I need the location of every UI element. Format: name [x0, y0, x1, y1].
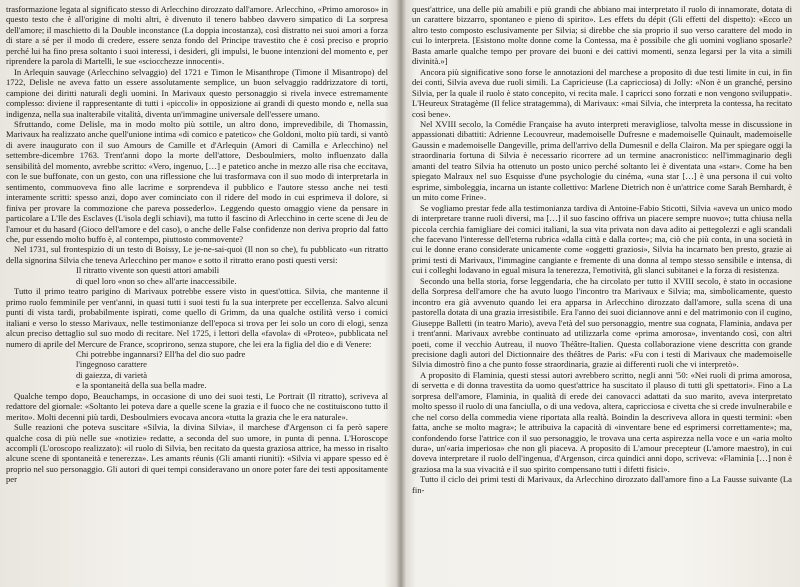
verse-line: di gaiezza, di varietà — [76, 369, 148, 380]
verse-line: e la spontaneità della sua bella madre. — [76, 380, 207, 391]
paragraph: Tutto il ciclo dei primi testi di Marivaux, da Arlecchino dirozzato dall'amore fino a La Fausse suivante (La fin- — [412, 474, 792, 495]
left-verse-1 — [76, 265, 388, 286]
paragraph: Sfruttando, come Delisle, ma in modo molto più sottile, un altro dono, imprevedibile, di Thomassin, Marivaux ha realizzato anche quell'unione intima «di comico e patetico» che Goldoni, molto più tardi, si vantò di avere inaugurato con il suo Amours de Camille et d'Arlequin (Amori di Camilla e Arlecchino) nel settembre-dicembre 1763. Trent'anni dopo la morte dell'attore, Desboulmiers, molto influenzato dalla sensibilità del momento, avrebbe scritto: «Vero, ingenuo, […] e patetico anche in mezzo alle risa che eccitava, con le sue buffonate, con un gesto, con una riflessione che lui trasformava con il suo modo di interpretarla in sentimento, commuoveva fino alle lacrime e sorprendeva il pubblico e l'autore stesso anche nei testi interamente scritti: spesso anzi, dopo aver cominciato con il ridere del modo in cui esprimeva il dolore, si finiva per provare la commozione che pareva possederlo». Leggendo questo omaggio viene da pensare in particolare a L'Ile des Esclaves (L'isola degli schiavi), ma tutto il fascino di Arlecchino in certe scene di Jeu de l'amour et du hasard (Gioco dell'amore e del caso), o anche delle False confidenze non deriva proprio dal fatto che, pur essendo molto buffo è, al contempo, piuttosto commovente? — [6, 118, 388, 244]
paragraph: Sulle reazioni che poteva suscitare «Silvia, la divina Silvia», il marchese d'Argenson ci fa però sapere qualche cosa di più nelle sue «notizie» redatte, a seconda del suo umore, in punta di penna. L'Horoscope accompli (L'oroscopo realizzato): «il ruolo di Silvia, ben recitato da questa graziosa attrice, ha messo in risalto alcune scene di spontaneità e tenerezza». Les amants réunis (Gli amanti riuniti): «Silvia vi appare spesso ed è proprio nel suo personaggio. Gli autori di quei tempi consideravano un onore poter fare dei testi appositamente per — [6, 422, 388, 485]
paragraph: Nel 1731, sul frontespizio di un testo di Boissy, Le je-ne-sai-quoi (Il non so che), fu pubblicato «un ritratto della signorina Silvia che teneva Arlecchino per mano» e sotto il ritratto erano posti questi versi: — [6, 244, 388, 265]
paragraph: Ancora più significative sono forse le annotazioni del marchese a proposito di due testi limite in cui, in fin dei conti, Silvia aveva due ruoli simili. La Capricieuse (La capricciosa) di Jolly: «Non è un granché, persino Silvia, per la quale il ruolo è stato concepito, vi recita male. I capricci sono forzati e non vengono sviluppati». L'Heureux Stratagème (Il felice stratagemma), di Marivaux: «mai Silvia, che interpreta la contessa, ha recitato così bene». — [412, 66, 792, 119]
paragraph: Qualche tempo dopo, Beauchamps, in occasione di uno dei suoi testi, Le Portrait (Il ritratto), scriveva al redattore del giornale: «Soltanto lei poteva dare a quelle scene la grazia e il fuoco che ne costituiscono tutto il merito». Molti decenni più tardi, Desboulmiers evocava ancora «tutta la grazia che le era naturale». — [6, 390, 388, 422]
paragraph: quest'attrice, una delle più amabili e più grandi che abbiano mai interpretato il ruolo di innamorate, dotata di un carattere bizzarro, spontaneo e pieno di spirito». Les effets du dépit (Gli effetti del dispetto): «Ecco un altro testo composto esclusivamente per Silvia; si direbbe che sia proprio il suo verso carattere del modo in cui lo interpreta. [Esistono molte donne come la Contessa, ma è possibile che gli uomini vogliano sposarle? Basta amarle qualche tempo per provare dei buoni e dei cattivi momenti, senza legarsi per la vita a simili divinità.»] — [412, 4, 792, 67]
verse-line: l'ingegnoso carattere — [76, 359, 147, 370]
verse-line: Il ritratto vivente son questi attori amabili — [76, 265, 220, 276]
right-page — [412, 4, 792, 584]
paragraph: A proposito di Flaminia, questi stessi autori avrebbero scritto, negli anni '50: «Nei ruoli di prima amorosa, di servetta e di donna travestita da uomo quest'attrice ha suscitato il plauso di tutti gli spettatori». Fino a La sorpresa dell'amore, Flaminia, in qualità di erede dei canovacci adattati da suo marito, aveva interpretato molto spesso il ruolo di una fanciulla, o di una vedova, altera, capricciosa e civetta che si crede invulnerabile e che nel corso della commedia viene riportata alla realtà. Boindin la descriveva allora in questi termini: «ben fatta, anche se molto magra»; le attribuiva la capacità di «inventare bene ed esprimersi correttamente»; ma, confondendo forse l'attrice con il suo personaggio, le trovava una certa aspirezza nella voce e un «aria molto dura», un'«aria imperiosa» che non gli piaceva. A proposito di L'amour precepteur (L'amore maestro), in cui doveva interpretare il ruolo dell'ingenua, d'Argenson, circa quindici anni dopo, scriveva: «Flaminia […] non è graziosa ma la sua vivacità e il suo spirito compensano tutti i difetti fisici». — [412, 369, 792, 474]
left-paragraphs-2 — [6, 286, 388, 349]
paragraph: trasformazione legata al significato stesso di Arlecchino dirozzato dall'amore. Arlecchino, «Primo amoroso» in questo testo che è all'origine di molti altri, è divenuto il tenero babbeo davvero simpatico di La sorpresa dell'amore; il maschietto di la Double inconstance (La doppia incostanza), così distratto nei suoi amori a forza di stare a sé per il modo di credere, essere senza fondo del Principe travestito che è così preciso e proprio perché lui ha fino presa soltanto i suoi interessi, i desideri, gli impulsi, le buone intenzioni del momento e, per riprendere la parola di Martelli, le sue «sciocchezze innocenti». — [6, 4, 388, 67]
paragraph: Nel XVIII secolo, la Comédie Française ha avuto interpreti meravigliose, talvolta messe in discussione in appassionati dibattiti: Adrienne Lecouvreur, mademoiselle Dufresne e mademoiselle Quinault, mademoiselle Gaussin e mademoiselle Dangeville, prima dell'arrivo della Dumesnil e della Clairon. Ma per spiegare oggi la straordinaria fortuna di Silvia è necessario ricorrere ad un termine anacronistico: nell'immaginario degli amanti del teatro Silvia ha ottenuto un posto unico perché soltanto lei è diventata una «star». Come ha ben spiegato Malraux nel suo Esquisse d'une psychologie du cinéma, «una star […] è una persona il cui volto esprime, simboleggia, incarna un istante collettivo: Marlene Dietrich non è un'attrice come Sarah Bernhardt, è un mito come Frine». — [412, 118, 792, 203]
paragraph: Se vogliamo prestar fede alla testimonianza tardiva di Antoine-Fabio Sticotti, Silvia «aveva un unico modo di interpretare tranne ruoli diversi, ma […] il suo fascino offriva un piacere sempre nuovo»; tutta chiusa nella piccola cerchia famigliare dei comici italiani, la sua vita privata non dava adito ai pettegolezzi e agli scandali che facevano l'interesse dell'eterna rubrica «dalla città e dalla corte»; ma, ciò che più conta, in una società in cui le donne erano considerate unicamente come «oggetti graziosi», Silvia ha incarnato ben presto, grazie ai primi testi di Marivaux, l'immagine cangiante e fremente di una donna al tempo stesso sensibile e intensa, di cui i colleghi lodavano in egual misura la tenerezza, l'emotività, gli slanci subitanei e la forza di resistenza. — [412, 202, 792, 276]
paragraph: Secondo una bella storia, forse leggendaria, che ha circolato per tutto il XVIII secolo, è stato in occasione della Sorpresa dell'amore che ha avuto luogo l'incontro tra Marivaux e Silvia; ma, simbolicamente, questo incontro era già avvenuto quando lei era apparsa in Arlecchino dirozzato dall'amore, sulla scena di una pastorella dotata di una grazia irresistibile. Era l'anno dei suoi diciannove anni e del matrimonio con il cugino, Giuseppe Balletti (in teatro Mario), aveva l'età del suo personaggio, mentre sua cognata, Flaminia, andava per i trent'anni. Marivaux avrebbe continuato ad utilizzarla come «prima amorosa», inventando così, con altri poeti, come il vecchio Autreau, il nuovo Théâtre-Italien. Questa collaborazione viene descritta con grande precisione dagli autori del Dictionnaire des théâtres de Paris: «Fu con i testi di Marivaux che mademoiselle Silvia dimostrò fino a che punto fosse straordinaria, grazie ai differenti ruoli che vi interpretò». — [412, 275, 792, 370]
paragraph: Tutto il primo teatro parigino di Marivaux potrebbe essere visto in quest'ottica. Silvia, che mantenne il primo ruolo femminile per vent'anni, in quasi tutti i suoi testi fu la sua interprete per eccellenza. Salvo alcuni punti di vista tardi, probabilmente ispirati, come quello di Grimm, da una qualche ostilità verso i comici italiani e verso lo stesso Marivaux, nelle testimonianze dell'epoca si trova per lei solo un coro di elogi, senza alcun preciso dettaglio sul suo modo di recitare. Nel 1725, i lettori della «favola» di «Proteo», pubblicata nel numero di aprile del Mercure de France, scoprirono, senza stupore, che lei era la figlia del dio e di Venere: — [6, 286, 388, 349]
verse-line: Chi potrebbe ingannarsi? Ell'ha del dio suo padre — [76, 348, 246, 359]
left-verse-2 — [76, 349, 388, 391]
left-page — [6, 4, 388, 584]
right-paragraphs — [412, 4, 792, 495]
left-paragraphs — [6, 4, 388, 265]
book-gutter — [396, 0, 406, 587]
left-paragraphs-3 — [6, 391, 388, 485]
paragraph: In Arlequin sauvage (Arlecchino selvaggio) del 1721 e Timon le Misanthrope (Timone il Misantropo) del 1722, Delisle ne aveva fatto un essere assolutamente semplice, un buon selvaggio raddrizzatore di torti, campione dei diritti naturali degli uomini. In Marivaux questo personaggio si rivela invece estremamente complesso: diviene il rappresentante di tutti i «piccoli» in opposizione ai grandi di questo mondo e, nella sua indigenza, nella sua inalterabile vitalità, diventa un'immagine universale dell'essere umano. — [6, 66, 388, 119]
verse-line: di quel loro «non so che» all'arte inaccessibile. — [76, 275, 237, 286]
